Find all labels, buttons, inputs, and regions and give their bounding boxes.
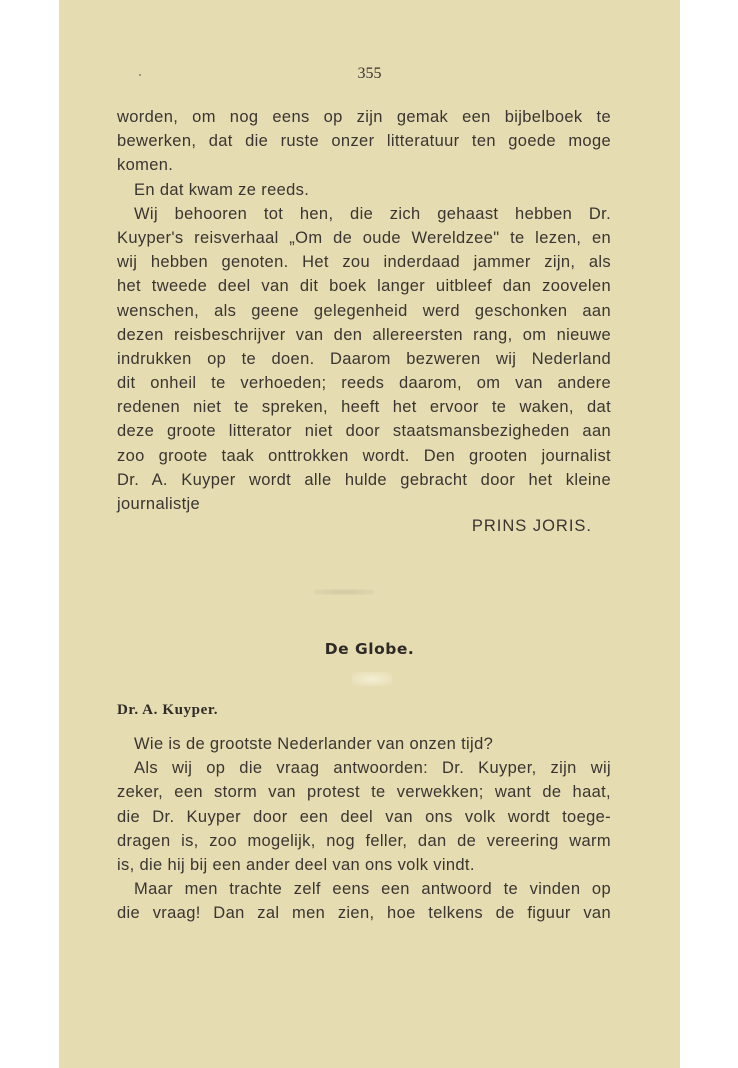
signature: PRINS JORIS. xyxy=(471,517,592,535)
text-line: Dr. A. Kuyper wordt alle hulde gebracht door het kleine xyxy=(117,470,611,489)
text-line: die Dr. Kuyper door een deel van ons volk wordt toege- xyxy=(117,807,611,826)
text-line: dragen is, zoo mogelijk, nog feller, dan de vereering warm xyxy=(117,831,611,850)
top-text-block xyxy=(117,105,611,516)
text-line: is, die hij bij een ander deel van ons volk vindt. xyxy=(117,855,475,874)
text-line: redenen niet te spreken, heeft het ervoor te waken, dat xyxy=(117,398,611,417)
text-line: journalistje xyxy=(117,495,201,513)
print-smudge xyxy=(352,672,392,686)
text-line: En dat kwam ze reeds. xyxy=(134,180,310,199)
text-line: Wij behooren tot hen, die zich gehaast hebben Dr. xyxy=(134,204,611,223)
text-line: Als wij op die vraag antwoorden: Dr. Kuyper, zijn wij xyxy=(134,759,611,778)
text-line: wij hebben genoten. Het zou inderdaad jammer zijn, als xyxy=(117,253,611,272)
text-line: indrukken op te doen. Daarom bezweren wij Nederland xyxy=(117,349,611,368)
text-line: dit onheil te verhoeden; reeds daarom, om van andere xyxy=(117,374,611,393)
bottom-text-block xyxy=(117,732,611,926)
page-number: 355 xyxy=(357,65,382,82)
text-line: zeker, een storm van protest te verwekken; want de haat, xyxy=(117,783,611,802)
text-line: dezen reisbeschrijver van den allereersten rang, om nieuwe xyxy=(117,325,611,344)
article-title: Dr. A. Kuyper. xyxy=(117,702,219,718)
section-title: De Globe. xyxy=(324,640,415,658)
text-line: Wie is de grootste Nederlander van onzen tijd? xyxy=(134,735,494,753)
text-line: Maar men trachte zelf eens een antwoord te vinden op xyxy=(134,880,611,899)
text-line: komen. xyxy=(117,156,174,175)
text-line: die vraag! Dan zal men zien, hoe telkens de figuur van xyxy=(117,904,611,923)
text-line: het tweede deel van dit boek langer uitbleef dan zoovelen xyxy=(117,277,611,296)
text-line: deze groote litterator niet door staatsmansbezigheden aan xyxy=(117,422,611,441)
text-line: bewerken, dat die ruste onzer litteratuur ten goede moge xyxy=(117,132,611,151)
text-line: worden, om nog eens op zijn gemak een bijbelboek te xyxy=(117,108,611,126)
text-line: Kuyper's reisverhaal „Om de oude Wereldzee" te lezen, en xyxy=(117,228,611,247)
print-smudge xyxy=(314,589,374,595)
text-line: zoo groote taak onttrokken wordt. Den grooten journalist xyxy=(117,446,611,465)
book-page xyxy=(59,0,680,1068)
text-line: wenschen, als geene gelegenheid werd geschonken aan xyxy=(117,301,611,320)
